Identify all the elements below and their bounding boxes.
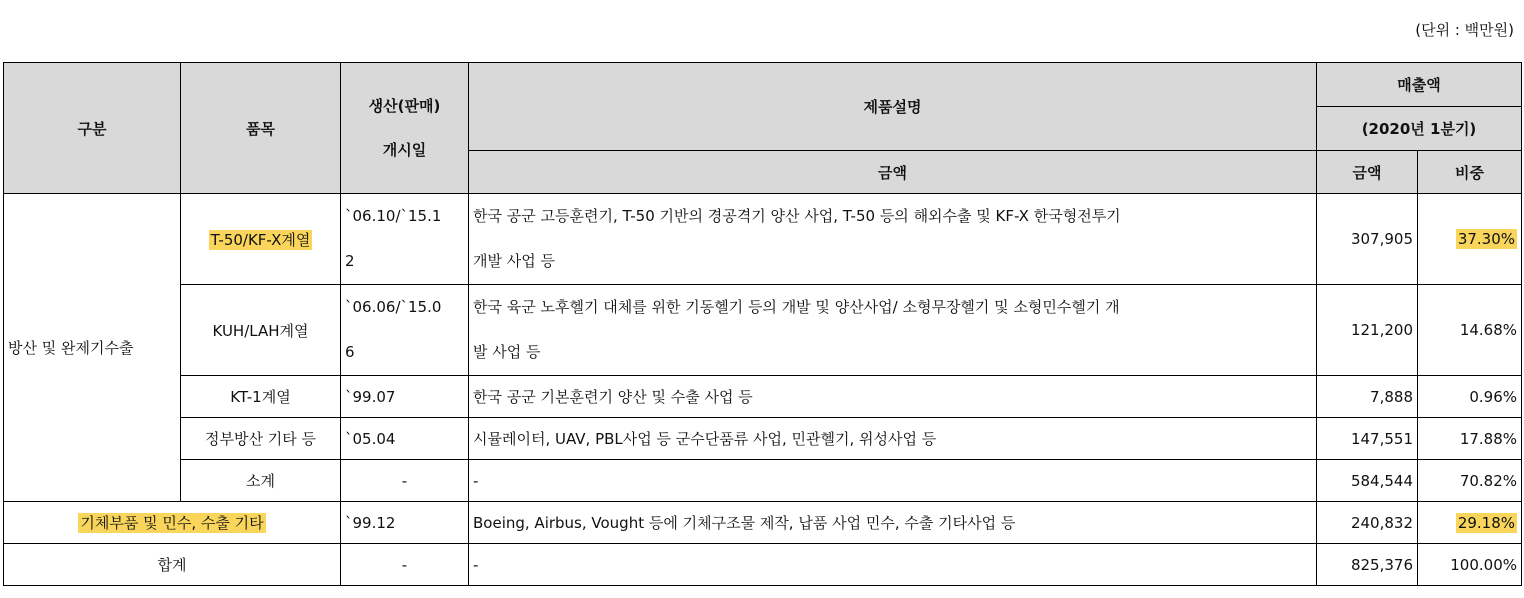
total-label: 합계	[4, 544, 341, 586]
date-line2: 6	[345, 343, 355, 361]
desc-cell	[469, 194, 1317, 285]
ratio-cell: 14.68%	[1418, 285, 1522, 376]
desc-line2: 개발 사업 등	[473, 252, 555, 270]
table-row	[4, 194, 1522, 285]
date-cell: -	[341, 544, 469, 586]
header-start-line1: 생산(판매)	[368, 97, 441, 115]
desc-line1: 한국 육군 노후헬기 대체를 위한 기동헬기 등의 개발 및 양산사업/ 소형무장헬기 및 소형민수헬기 개	[473, 298, 1120, 316]
amount-cell: 121,200	[1317, 285, 1418, 376]
ratio-label: 29.18%	[1457, 513, 1516, 532]
desc-cell	[469, 285, 1317, 376]
desc-line2: 발 사업 등	[473, 343, 541, 361]
date-line1: `06.06/`15.0	[345, 298, 442, 316]
parts-label: 기체부품 및 민수, 수출 기타	[80, 514, 264, 532]
header-sales-line1: 매출액	[1317, 63, 1522, 107]
date-cell: `99.12	[341, 502, 469, 544]
header-amount: 금액	[1317, 151, 1418, 194]
ratio-cell	[1418, 502, 1522, 544]
header-sales-line2: (2020년 1분기)	[1317, 107, 1522, 151]
desc-cell: -	[469, 460, 1317, 502]
amount-cell: 825,376	[1317, 544, 1418, 586]
item-cell: KT-1계열	[181, 376, 341, 418]
unit-note: (단위 : 백만원)	[1415, 21, 1514, 39]
desc-cell: 한국 공군 기본훈련기 양산 및 수출 사업 등	[469, 376, 1317, 418]
amount-cell: 7,888	[1317, 376, 1418, 418]
amount-cell: 240,832	[1317, 502, 1418, 544]
item-cell: 소계	[181, 460, 341, 502]
parts-label-cell	[4, 502, 341, 544]
ratio-label: 37.30%	[1457, 230, 1516, 248]
date-cell: -	[341, 460, 469, 502]
table-row	[4, 376, 1522, 418]
amount-cell: 584,544	[1317, 460, 1418, 502]
ratio-cell	[1418, 194, 1522, 285]
item-cell	[181, 194, 341, 285]
ratio-cell: 70.82%	[1418, 460, 1522, 502]
date-cell	[341, 285, 469, 376]
date-cell	[341, 194, 469, 285]
item-label: T-50/KF-X계열	[210, 230, 311, 249]
desc-cell: 시뮬레이터, UAV, PBL사업 등 군수단품류 사업, 민관헬기, 위성사업 등	[469, 418, 1317, 460]
item-cell: 정부방산 기타 등	[181, 418, 341, 460]
group-label: 방산 및 완제기수출	[4, 194, 181, 502]
desc-cell: Boeing, Airbus, Vought 등에 기체구조물 제작, 납품 사업 민수, 수출 기타사업 등	[469, 502, 1317, 544]
table-row	[4, 285, 1522, 376]
date-line1: `06.10/`15.1	[345, 207, 442, 225]
sales-table	[3, 62, 1522, 586]
header-item: 품목	[181, 63, 341, 194]
header-category: 구분	[4, 63, 181, 194]
desc-line1: 한국 공군 고등훈련기, T-50 기반의 경공격기 양산 사업, T-50 등의 해외수출 및 KF-X 한국형전투기	[473, 207, 1121, 225]
ratio-cell: 0.96%	[1418, 376, 1522, 418]
subtotal-row	[4, 460, 1522, 502]
total-row	[4, 544, 1522, 586]
date-cell: `99.07	[341, 376, 469, 418]
desc-cell: -	[469, 544, 1317, 586]
date-line2: 2	[345, 252, 355, 270]
item-cell: KUH/LAH계열	[181, 285, 341, 376]
table-row	[4, 418, 1522, 460]
header-desc: 제품설명	[469, 63, 1317, 151]
header-start-line2: 개시일	[382, 141, 427, 159]
header-start-date	[341, 63, 469, 194]
ratio-cell: 100.00%	[1418, 544, 1522, 586]
header-ratio: 비중	[1418, 151, 1522, 194]
header-desc-sub: 금액	[469, 151, 1317, 194]
amount-cell: 307,905	[1317, 194, 1418, 285]
ratio-cell: 17.88%	[1418, 418, 1522, 460]
amount-cell: 147,551	[1317, 418, 1418, 460]
date-cell: `05.04	[341, 418, 469, 460]
parts-row	[4, 502, 1522, 544]
